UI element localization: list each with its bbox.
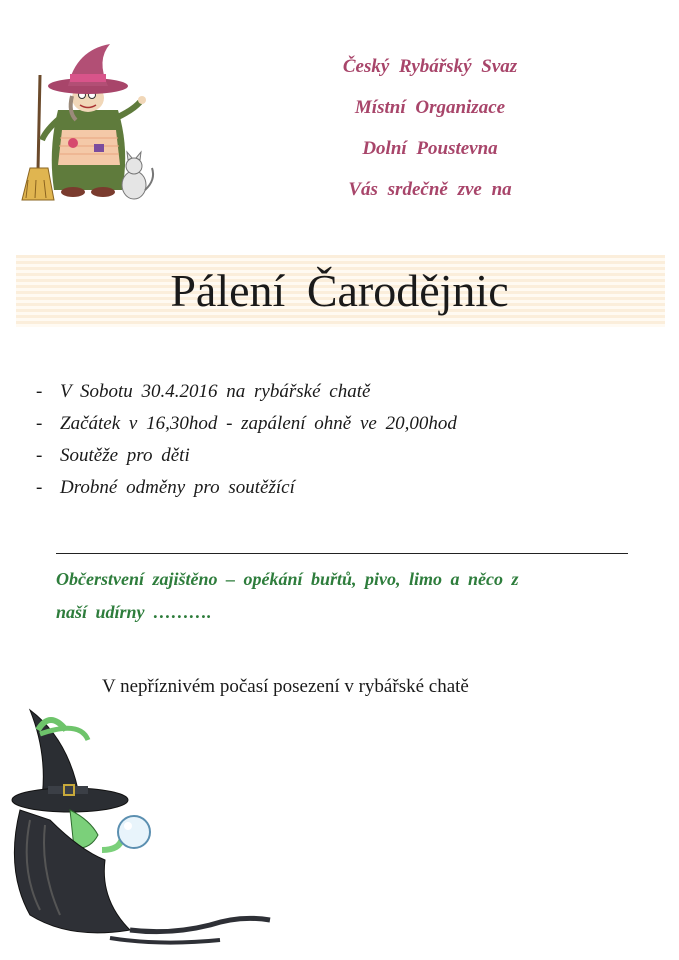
divider-line [56,553,628,554]
list-item-text: Soutěže pro děti [60,445,190,466]
weather-note: V nepříznivém počasí posezení v rybářské chatě [102,676,469,697]
list-item [36,440,596,472]
list-dash: - [36,477,43,498]
list-item [36,472,596,504]
list-item-text: Začátek v 16,30hod - zapálení ohně ve 20,00hod [60,413,457,434]
header-place: Dolní Poustevna [362,138,498,159]
list-item [36,408,596,440]
list-item-text: Drobné odměny pro soutěžící [60,477,295,498]
header-invite: Vás srdečně zve na [348,179,512,200]
header-org-name: Český Rybářský Svaz [342,56,518,77]
refreshment-line-2: naší udírny ………. [56,602,212,622]
witch-crystal-ball-illustration [10,700,310,950]
list-dash: - [36,413,43,434]
event-title: Pálení Čarodějnic [170,265,509,316]
invitation-header [260,46,600,210]
list-dash: - [36,445,43,466]
event-details-list [36,376,596,504]
list-item [36,376,596,408]
list-dash: - [36,381,43,402]
list-item-text: V Sobotu 30.4.2016 na rybářské chatě [60,381,371,402]
witch-broom-illustration [18,40,158,205]
refreshment-note [56,563,646,629]
refreshment-line-1: Občerstvení zajištěno – opékání buřtů, pivo, limo a něco z [56,569,519,589]
header-org-local: Místní Organizace [354,97,506,118]
